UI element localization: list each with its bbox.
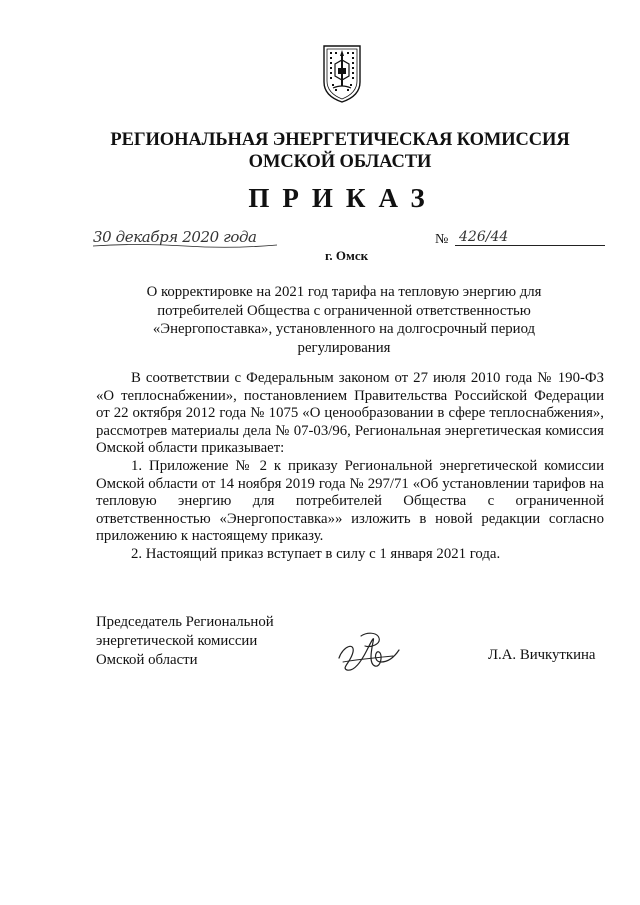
document-subject: [118, 283, 570, 357]
item-1-paragraph: 1. Приложение № 2 к приказу Региональной энергетической комиссии Омской области от 14 ноября 2019 года № 297/71 «Об установлении тарифов на тепловую энергию для потребителей Общества с ограниченной ответственностью «Энергопоставка»» изложить в новой редакции согласно приложению к настоящему приказу.: [96, 457, 604, 545]
position-line1: Председатель Региональной: [96, 614, 274, 630]
org-title-line1: РЕГИОНАЛЬНАЯ ЭНЕРГЕТИЧЕСКАЯ КОМИССИЯ: [110, 130, 570, 150]
subject-line2: потребителей Общества с ограниченной ответственностью: [157, 302, 531, 319]
subject-line3: «Энергопоставка», установленного на долгосрочный период: [152, 321, 536, 337]
document-type-heading: ПРИКАЗ: [248, 183, 438, 213]
number-underline: [455, 245, 605, 246]
org-title-line2: ОМСКОЙ ОБЛАСТИ: [248, 152, 432, 172]
handwritten-number: 426/44: [459, 229, 509, 245]
number-sign: №: [435, 232, 449, 247]
handwritten-signature-icon: [333, 628, 405, 676]
city-label: г. Омск: [325, 248, 369, 263]
preamble-paragraph: В соответствии с Федеральным законом от 27 июля 2010 года № 190-ФЗ «О теплоснабжении», постановлением Правительства Российской Федерации от 22 октября 2012 года № 1075 «О ценообразовании в сфере теплоснабжения», рассмотрев материалы дела № 07-03/96, Региональная энергетическая комиссия Омской области приказывает:: [96, 370, 604, 457]
signatory-position: [96, 613, 326, 670]
organization-title: [90, 129, 590, 173]
position-line3: Омской области: [96, 652, 198, 668]
subject-line1: О корректировке на 2021 год тарифа на тепловую энергию для: [146, 284, 542, 300]
handwritten-date: 30 декабря 2020 года: [93, 228, 257, 246]
signatory-name: Л.А. Вичкуткина: [488, 647, 596, 663]
item-2-paragraph: 2. Настоящий приказ вступает в силу с 1 января 2021 года.: [131, 545, 501, 562]
omsk-coat-of-arms-icon: [318, 42, 366, 104]
date-underline: [93, 236, 277, 254]
subject-line4: регулирования: [297, 339, 391, 356]
position-line2: энергетической комиссии: [96, 633, 258, 649]
document-body: [96, 370, 604, 564]
